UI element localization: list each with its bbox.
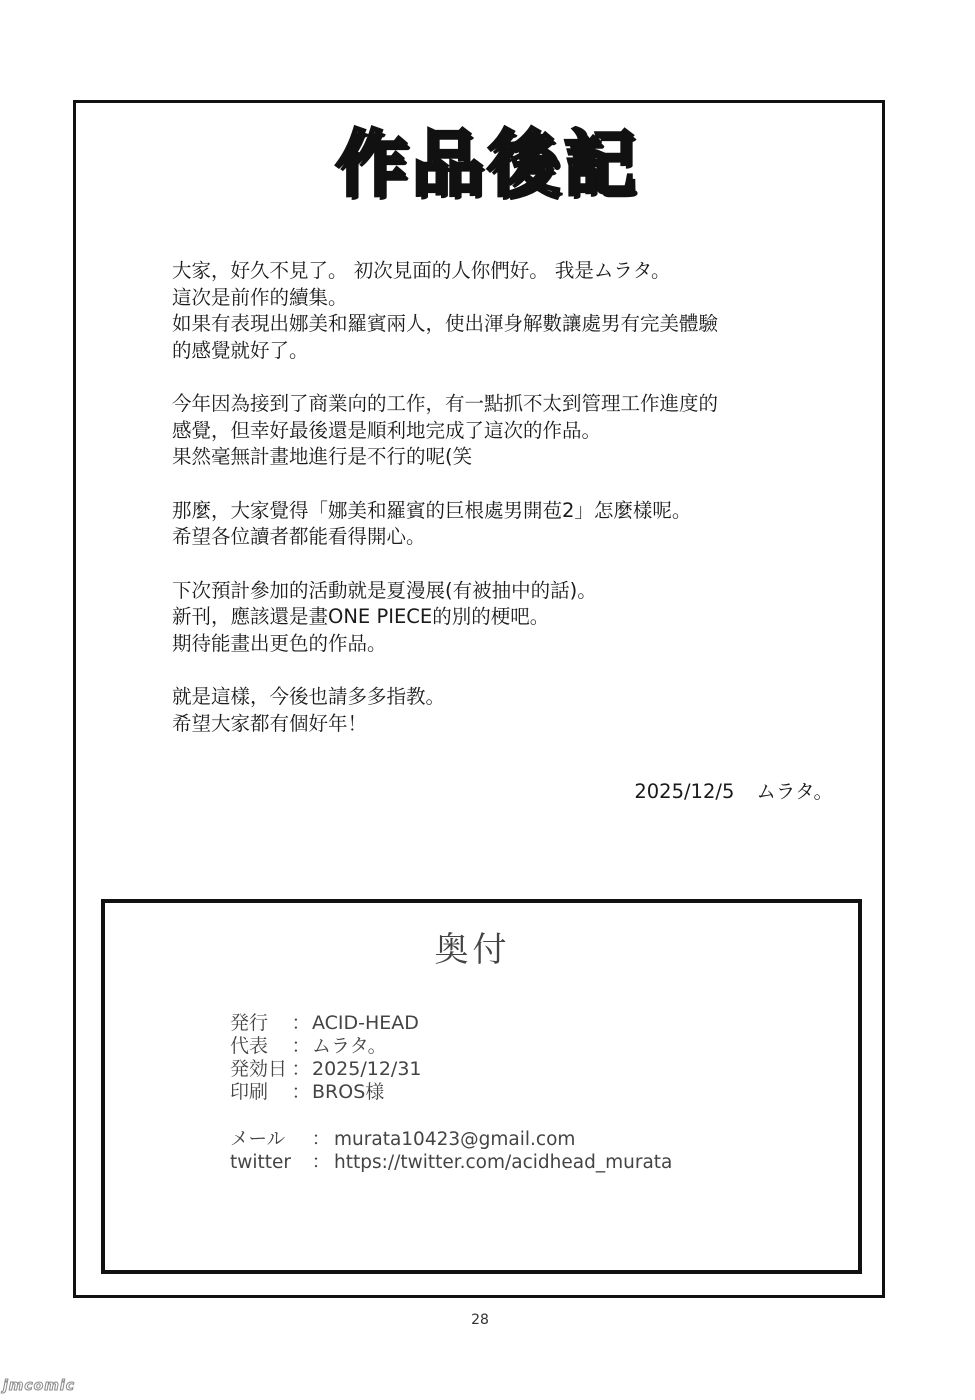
colophon-row xyxy=(230,1012,422,1035)
afterword-line: 就是這樣，今後也請多多指教。 xyxy=(172,685,446,708)
afterword-line: 大家，好久不見了。 初次見面的人你們好。 我是ムラタ。 xyxy=(172,259,671,282)
contact-separator: ： xyxy=(311,1129,331,1150)
afterword-line: 的感覺就好了。 xyxy=(172,338,309,362)
colophon-separator: ： xyxy=(291,1012,311,1034)
watermark-logo: jmcomic xyxy=(3,1378,75,1394)
colophon-row xyxy=(230,1058,422,1081)
afterword-line: 下次預計參加的活動就是夏漫展(有被抽中的話)。 xyxy=(172,578,597,602)
colophon-value: 2025/12/31 xyxy=(312,1058,422,1080)
colophon-value: BROS様 xyxy=(312,1081,385,1103)
colophon-separator: ： xyxy=(291,1035,311,1057)
colophon-key: 発効日 xyxy=(230,1058,288,1080)
afterword-paragraph xyxy=(172,258,822,364)
contact-email: murata10423@gmail.com xyxy=(334,1129,576,1150)
contact-separator: ： xyxy=(311,1152,331,1173)
signature-date: 2025/12/5 xyxy=(634,780,735,803)
afterword-line: 今年因為接到了商業向的工作，有一點抓不太到管理工作進度的 xyxy=(172,392,719,415)
colophon-table xyxy=(230,1012,422,1104)
contact-key: メール xyxy=(230,1129,286,1150)
colophon-row xyxy=(230,1081,422,1104)
contact-row xyxy=(230,1151,672,1174)
signature-author: ムラタ。 xyxy=(756,780,833,803)
page-number: 28 xyxy=(471,1312,489,1328)
afterword-line: 果然毫無計畫地進行是不行的呢(笑 xyxy=(172,445,473,468)
afterword-line: 感覺，但幸好最後還是順利地完成了這次的作品。 xyxy=(172,418,602,442)
afterword-paragraph xyxy=(172,498,822,551)
afterword-line: 新刊，應該還是畫ONE PIECE的別的梗吧。 xyxy=(172,605,550,628)
colophon-value: ムラタ。 xyxy=(312,1035,387,1057)
contact-twitter: https://twitter.com/acidhead_murata xyxy=(334,1152,673,1173)
colophon-key: 印刷 xyxy=(230,1081,269,1103)
afterword-body xyxy=(172,258,822,764)
signature xyxy=(634,778,833,806)
contact-key: twitter xyxy=(230,1152,292,1173)
afterword-paragraph xyxy=(172,391,822,471)
contact-row xyxy=(230,1128,672,1151)
afterword-line: 希望各位讀者都能看得開心。 xyxy=(172,525,426,548)
afterword-line: 那麼，大家覺得「娜美和羅賓的巨根處男開苞2」怎麼樣呢。 xyxy=(172,498,692,522)
afterword-paragraph xyxy=(172,578,822,658)
colophon-separator: ： xyxy=(291,1058,311,1080)
afterword-title: 作品後記 xyxy=(335,122,640,206)
afterword-paragraph xyxy=(172,684,822,737)
colophon-row xyxy=(230,1035,422,1058)
afterword-line: 如果有表現出娜美和羅賓兩人，使出渾身解數讓處男有完美體驗 xyxy=(172,312,719,335)
colophon-key: 発行 xyxy=(230,1012,269,1034)
afterword-line: 期待能畫出更色的作品。 xyxy=(172,631,387,655)
colophon-key: 代表 xyxy=(230,1035,269,1057)
afterword-line: 這次是前作的續集。 xyxy=(172,285,348,309)
colophon-separator: ： xyxy=(291,1081,311,1103)
contact-info xyxy=(230,1128,672,1174)
afterword-line: 希望大家都有個好年！ xyxy=(172,711,368,735)
colophon-title: 奥付 xyxy=(434,930,511,970)
colophon-value: ACID-HEAD xyxy=(312,1012,419,1034)
